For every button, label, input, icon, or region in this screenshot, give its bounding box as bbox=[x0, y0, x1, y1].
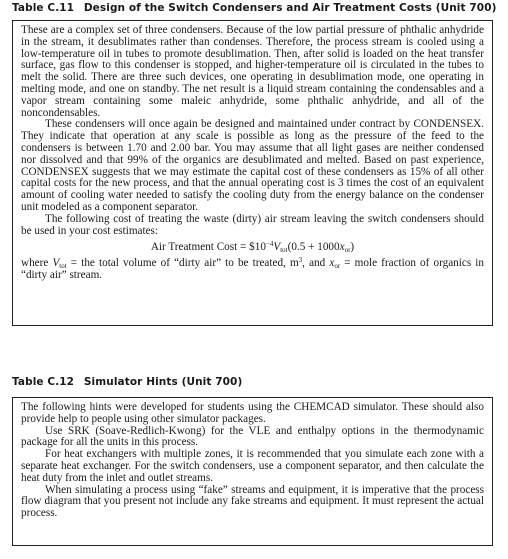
table-c11-paragraph-1: These are a complex set of three condensers. Because of the low partial pressure of phthalic anhydride in the stream, it desublimates rather than condenses. Therefore, the process stream is cooled using a low-temperature oil in tubes to promote desublimation. Then, after solid is loaded on the heat transfer surface, gas flow to this condenser is stopped, and higher-temperature oil is circulated in the tubes to melt the solid. There are three such devices, one operating in desublimation mode, one operating in melting mode, and one on standby. The net result is a liquid stream containing the condensables and a vapor stream containing some maleic anhydride, some phthalic anhydride, and all of the noncondensables. bbox=[21, 24, 484, 119]
table-c11-title bbox=[12, 2, 497, 14]
table-c11-box bbox=[12, 20, 493, 326]
table-c11-number: Table C.11 bbox=[12, 2, 75, 14]
table-c12-paragraph-2: Use SRK (Soave-Redlich-Kwong) for the VLE and enthalpy options in the thermodynamic package for all the units in this process. bbox=[21, 424, 484, 449]
table-c12-number: Table C.12 bbox=[12, 376, 75, 388]
equation-variable-definitions: where $V_{tot}$ = the total volume of “dirty air” to be treated, $m^3$, and $x_{or}$ = mole fraction of organics in “dirty air” stream. bbox=[21, 256, 484, 281]
table-c11-caption: Design of the Switch Condensers and Air Treatment Costs (Unit 700) bbox=[83, 2, 497, 14]
table-c12-title bbox=[12, 376, 242, 388]
table-c12-paragraph-3: For heat exchangers with multiple zones, it is recommended that you simulate each zone with a separate heat exchanger. For the switch condensers, use a component separator, and then calculate the heat duty from the inlet and outlet streams. bbox=[21, 448, 484, 484]
table-c12-box bbox=[12, 397, 493, 546]
table-c11-paragraph-2: These condensers will once again be designed and maintained under contract by CONDENSEX. They indicate that operation at any scale is possible as long as the pressure of the feed to the condensers is between 1.70 and 2.00 bar. You may assume that all light gases are neither condensed nor dissolved and that 99% of the organics are desublimated and melted. Based on past experience, CONDENSEX suggests that we may estimate the capital cost of these condensers as 15% of all other capital costs for the new process, and that the annual operating cost is 3 times the cost of an equivalent amount of cooling water needed to satisfy the cooling duty from the energy balance on the condenser unit modeled as a component separator. bbox=[21, 118, 484, 213]
table-c12-paragraph-1: The following hints were developed for students using the CHEMCAD simulator. These should also provide help to people using other simulator packages. bbox=[21, 401, 484, 425]
air-treatment-cost-equation: Air Treatment Cost = $\$10^{-4}V_{tot}(0.5 + 1000x_{or})$ bbox=[150, 240, 355, 255]
table-c12-caption: Simulator Hints (Unit 700) bbox=[83, 376, 243, 388]
table-c11-paragraph-3: The following cost of treating the waste (dirty) air stream leaving the switch condensers should be used in your cost estimates: bbox=[21, 212, 484, 237]
table-c12-paragraph-4: When simulating a process using “fake” streams and equipment, it is imperative that the process flow diagram that you present not include any fake streams and equipment. It must represent the actual process. bbox=[21, 483, 484, 520]
